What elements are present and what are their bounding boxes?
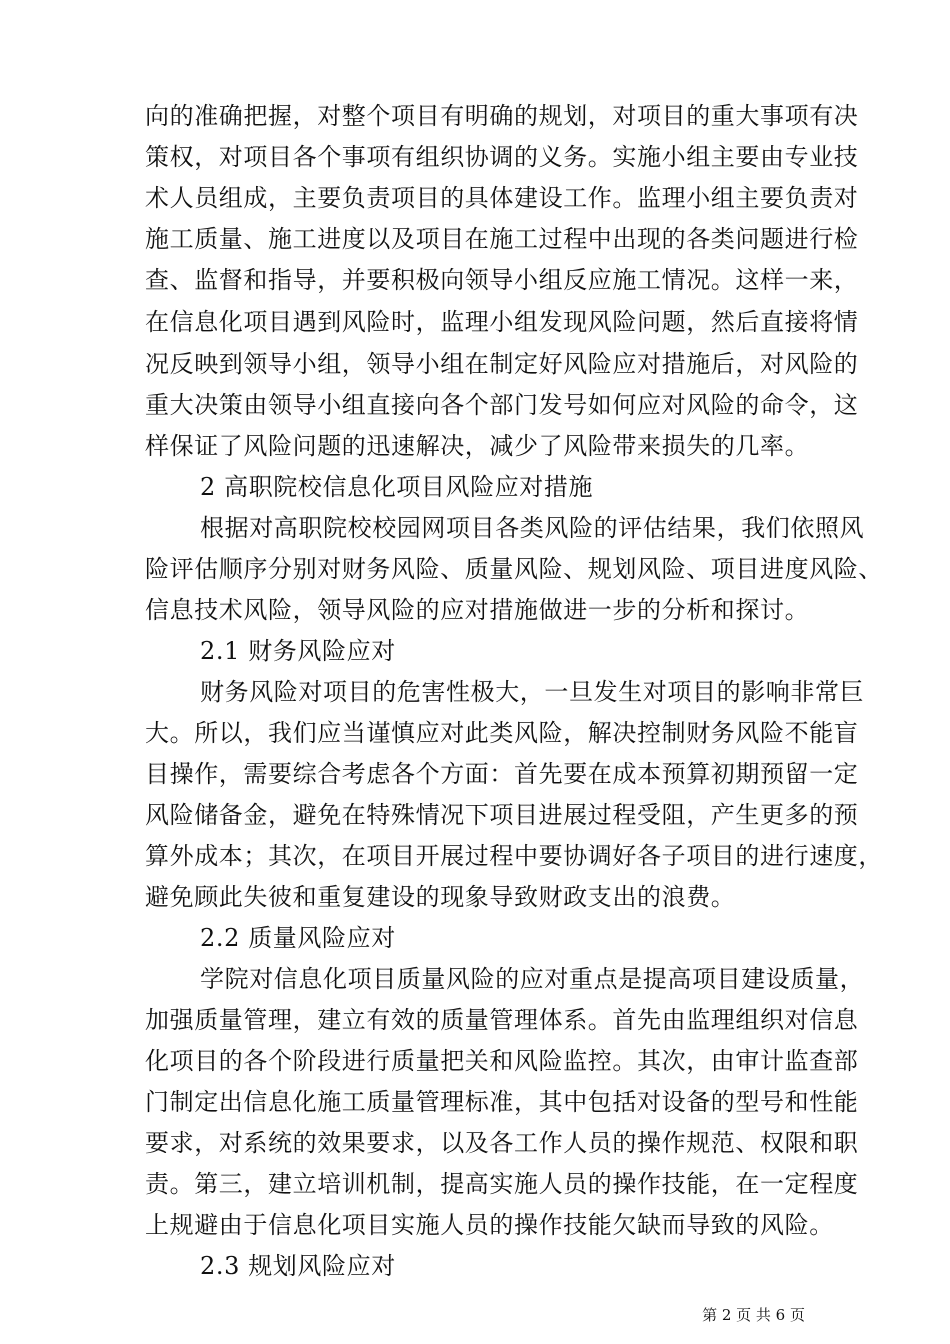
body-text-line: 在信息化项目遇到风险时，监理小组发现风险问题，然后直接将情 [145, 308, 859, 336]
body-text-line: 信息技术风险，领导风险的应对措施做进一步的分析和探讨。 [145, 596, 810, 624]
section-heading-2: 2 高职院校信息化项目风险应对措施 [200, 473, 594, 501]
body-text-line: 化项目的各个阶段进行质量把关和风险监控。其次，由审计监查部 [145, 1047, 859, 1075]
body-text-line: 况反映到领导小组，领导小组在制定好风险应对措施后，对风险的 [145, 350, 859, 378]
section-heading-2-2: 2.2 质量风险应对 [200, 924, 396, 952]
body-text-line: 上规避由于信息化项目实施人员的操作技能欠缺而导致的风险。 [145, 1211, 834, 1239]
body-text-line: 风险储备金，避免在特殊情况下项目进展过程受阻，产生更多的预 [145, 801, 859, 829]
body-text-line: 要求，对系统的效果要求，以及各工作人员的操作规范、权限和职 [145, 1129, 859, 1157]
section-heading-2-1: 2.1 财务风险应对 [200, 637, 396, 665]
body-text-line: 财务风险对项目的危害性极大，一旦发生对项目的影响非常巨 [200, 678, 865, 706]
body-text-line: 算外成本；其次，在项目开展过程中要协调好各子项目的进行速度， [145, 842, 883, 870]
body-text-line: 责。第三，建立培训机制，提高实施人员的操作技能，在一定程度 [145, 1170, 859, 1198]
body-text-line: 查、监督和指导，并要积极向领导小组反应施工情况。这样一来， [145, 266, 859, 294]
body-text-line: 根据对高职院校校园网项目各类风险的评估结果，我们依照风 [200, 514, 865, 542]
section-heading-2-3: 2.3 规划风险应对 [200, 1252, 396, 1280]
body-text-line: 术人员组成，主要负责项目的具体建设工作。监理小组主要负责对 [145, 184, 859, 212]
page-number-footer: 第 2 页 共 6 页 [702, 1306, 805, 1324]
body-text-line: 加强质量管理，建立有效的质量管理体系。首先由监理组织对信息 [145, 1006, 859, 1034]
body-text-line: 施工质量、施工进度以及项目在施工过程中出现的各类问题进行检 [145, 225, 859, 253]
body-text-line: 学院对信息化项目质量风险的应对重点是提高项目建设质量， [200, 965, 865, 993]
body-text-line: 目操作，需要综合考虑各个方面：首先要在成本预算初期预留一定 [145, 760, 859, 788]
body-text-line: 向的准确把握，对整个项目有明确的规划，对项目的重大事项有决 [145, 102, 859, 130]
body-text-line: 门制定出信息化施工质量管理标准，其中包括对设备的型号和性能 [145, 1088, 859, 1116]
body-text-line: 险评估顺序分别对财务风险、质量风险、规划风险、项目进度风险、 [145, 555, 883, 583]
body-text-line: 样保证了风险问题的迅速解决，减少了风险带来损失的几率。 [145, 432, 810, 460]
body-text-line: 大。所以，我们应当谨慎应对此类风险，解决控制财务风险不能盲 [145, 719, 859, 747]
body-text-line: 避免顾此失彼和重复建设的现象导致财政支出的浪费。 [145, 883, 736, 911]
body-text-line: 策权，对项目各个事项有组织协调的义务。实施小组主要由专业技 [145, 143, 859, 171]
body-text-line: 重大决策由领导小组直接向各个部门发号如何应对风险的命令，这 [145, 391, 859, 419]
